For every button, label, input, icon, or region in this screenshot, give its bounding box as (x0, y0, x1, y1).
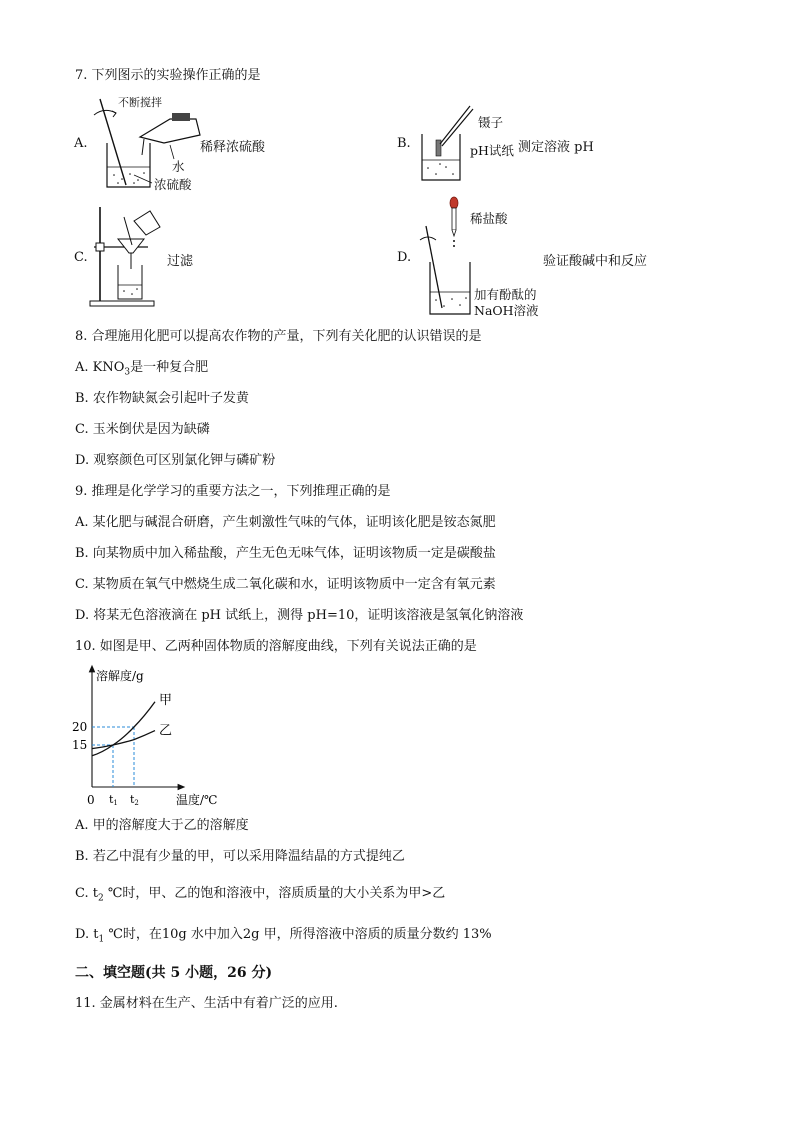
q7-option-a-letter: A. (74, 136, 88, 151)
q10-option-d: D. $t_1$ ℃时，在10g 水中加入2g 甲，所得溶液中溶质的质量分数约 13% (75, 927, 492, 945)
q7-stem: 7. 下列图示的实验操作正确的是 (75, 68, 261, 83)
series-label-jia: 甲 (159, 692, 173, 708)
q11-stem: 11. 金属材料在生产、生活中有着广泛的应用. (75, 996, 338, 1011)
q9-option-b: B. 向某物质中加入稀盐酸，产生无色无味气体，证明该物质一定是碳酸盐 (75, 546, 496, 561)
x-axis-label: 温度/℃ (176, 793, 218, 807)
q9-option-a: A. 某化肥与碱混合研磨，产生刺激性气味的气体，证明该化肥是铵态氮肥 (75, 515, 496, 530)
series-label-yi: 乙 (159, 723, 173, 739)
q10-stem: 10. 如图是甲、乙两种固体物质的溶解度曲线，下列有关说法正确的是 (75, 639, 477, 654)
series-curve-yi (92, 731, 155, 749)
y-tick-label-15: 15 (72, 738, 88, 752)
label-water: 水 (172, 159, 185, 174)
q7-option-b-letter: B. (397, 136, 411, 151)
ph-test-illustration (418, 104, 478, 186)
q7-option-d-letter: D. (397, 250, 412, 265)
filtration-illustration (88, 205, 168, 307)
q8-option-c: C. 玉米倒伏是因为缺磷 (75, 422, 210, 437)
q10-option-b: B. 若乙中混有少量的甲，可以采用降温结晶的方式提纯乙 (75, 849, 405, 864)
y-tick-label-20: 20 (72, 720, 88, 734)
solubility-curve-chart (70, 664, 240, 812)
q7-option-c-caption: 过滤 (167, 254, 194, 269)
x-tick-label-t1: t1 (109, 793, 118, 807)
label-tweezers: 镊子 (478, 115, 504, 130)
q10-option-c: C. $t_2$ ℃时，甲、乙的饱和溶液中，溶质质量的大小关系为甲>乙 (75, 886, 446, 904)
label-phenolphthalein: 加有酚酞的 (474, 287, 537, 302)
q7-option-a-caption: 稀释浓硫酸 (200, 140, 266, 155)
y-axis-label: 溶解度/g (96, 669, 144, 683)
label-naoh-solution: NaOH溶液 (474, 303, 539, 318)
origin-label: 0 (87, 793, 95, 807)
label-conc-acid: 浓硫酸 (154, 177, 192, 192)
q8-option-d: D. 观察颜色可区别氯化钾与磷矿粉 (75, 453, 276, 468)
q7-option-b-caption: 测定溶液 pH (518, 140, 594, 155)
label-dilute-hcl: 稀盐酸 (470, 211, 508, 226)
q8-stem: 8. 合理施用化肥可以提高农作物的产量，下列有关化肥的认识错误的是 (75, 329, 482, 344)
label-stir: 不断搅拌 (118, 96, 162, 109)
x-tick-label-t2: t2 (130, 793, 139, 807)
label-ph-paper: pH试纸 (470, 143, 514, 158)
q9-option-c: C. 某物质在氧气中燃烧生成二氧化碳和水，证明该物质中一定含有氧元素 (75, 577, 496, 592)
q8-option-b: B. 农作物缺氮会引起叶子发黄 (75, 391, 249, 406)
q7-option-d-caption: 验证酸碱中和反应 (543, 254, 648, 269)
q9-stem: 9. 推理是化学学习的重要方法之一，下列推理正确的是 (75, 484, 391, 499)
q8-option-a: A. $KNO_3$是一种复合肥 (75, 360, 209, 378)
section-heading: 二、填空题(共 5 小题，26 分) (75, 965, 273, 981)
q7-option-c-letter: C. (74, 250, 88, 265)
q9-option-d: D. 将某无色溶液滴在 pH 试纸上，测得 pH=10，证明该溶液是氢氧化钠溶液 (75, 608, 524, 623)
q10-option-a: A. 甲的溶解度大于乙的溶解度 (75, 818, 249, 833)
